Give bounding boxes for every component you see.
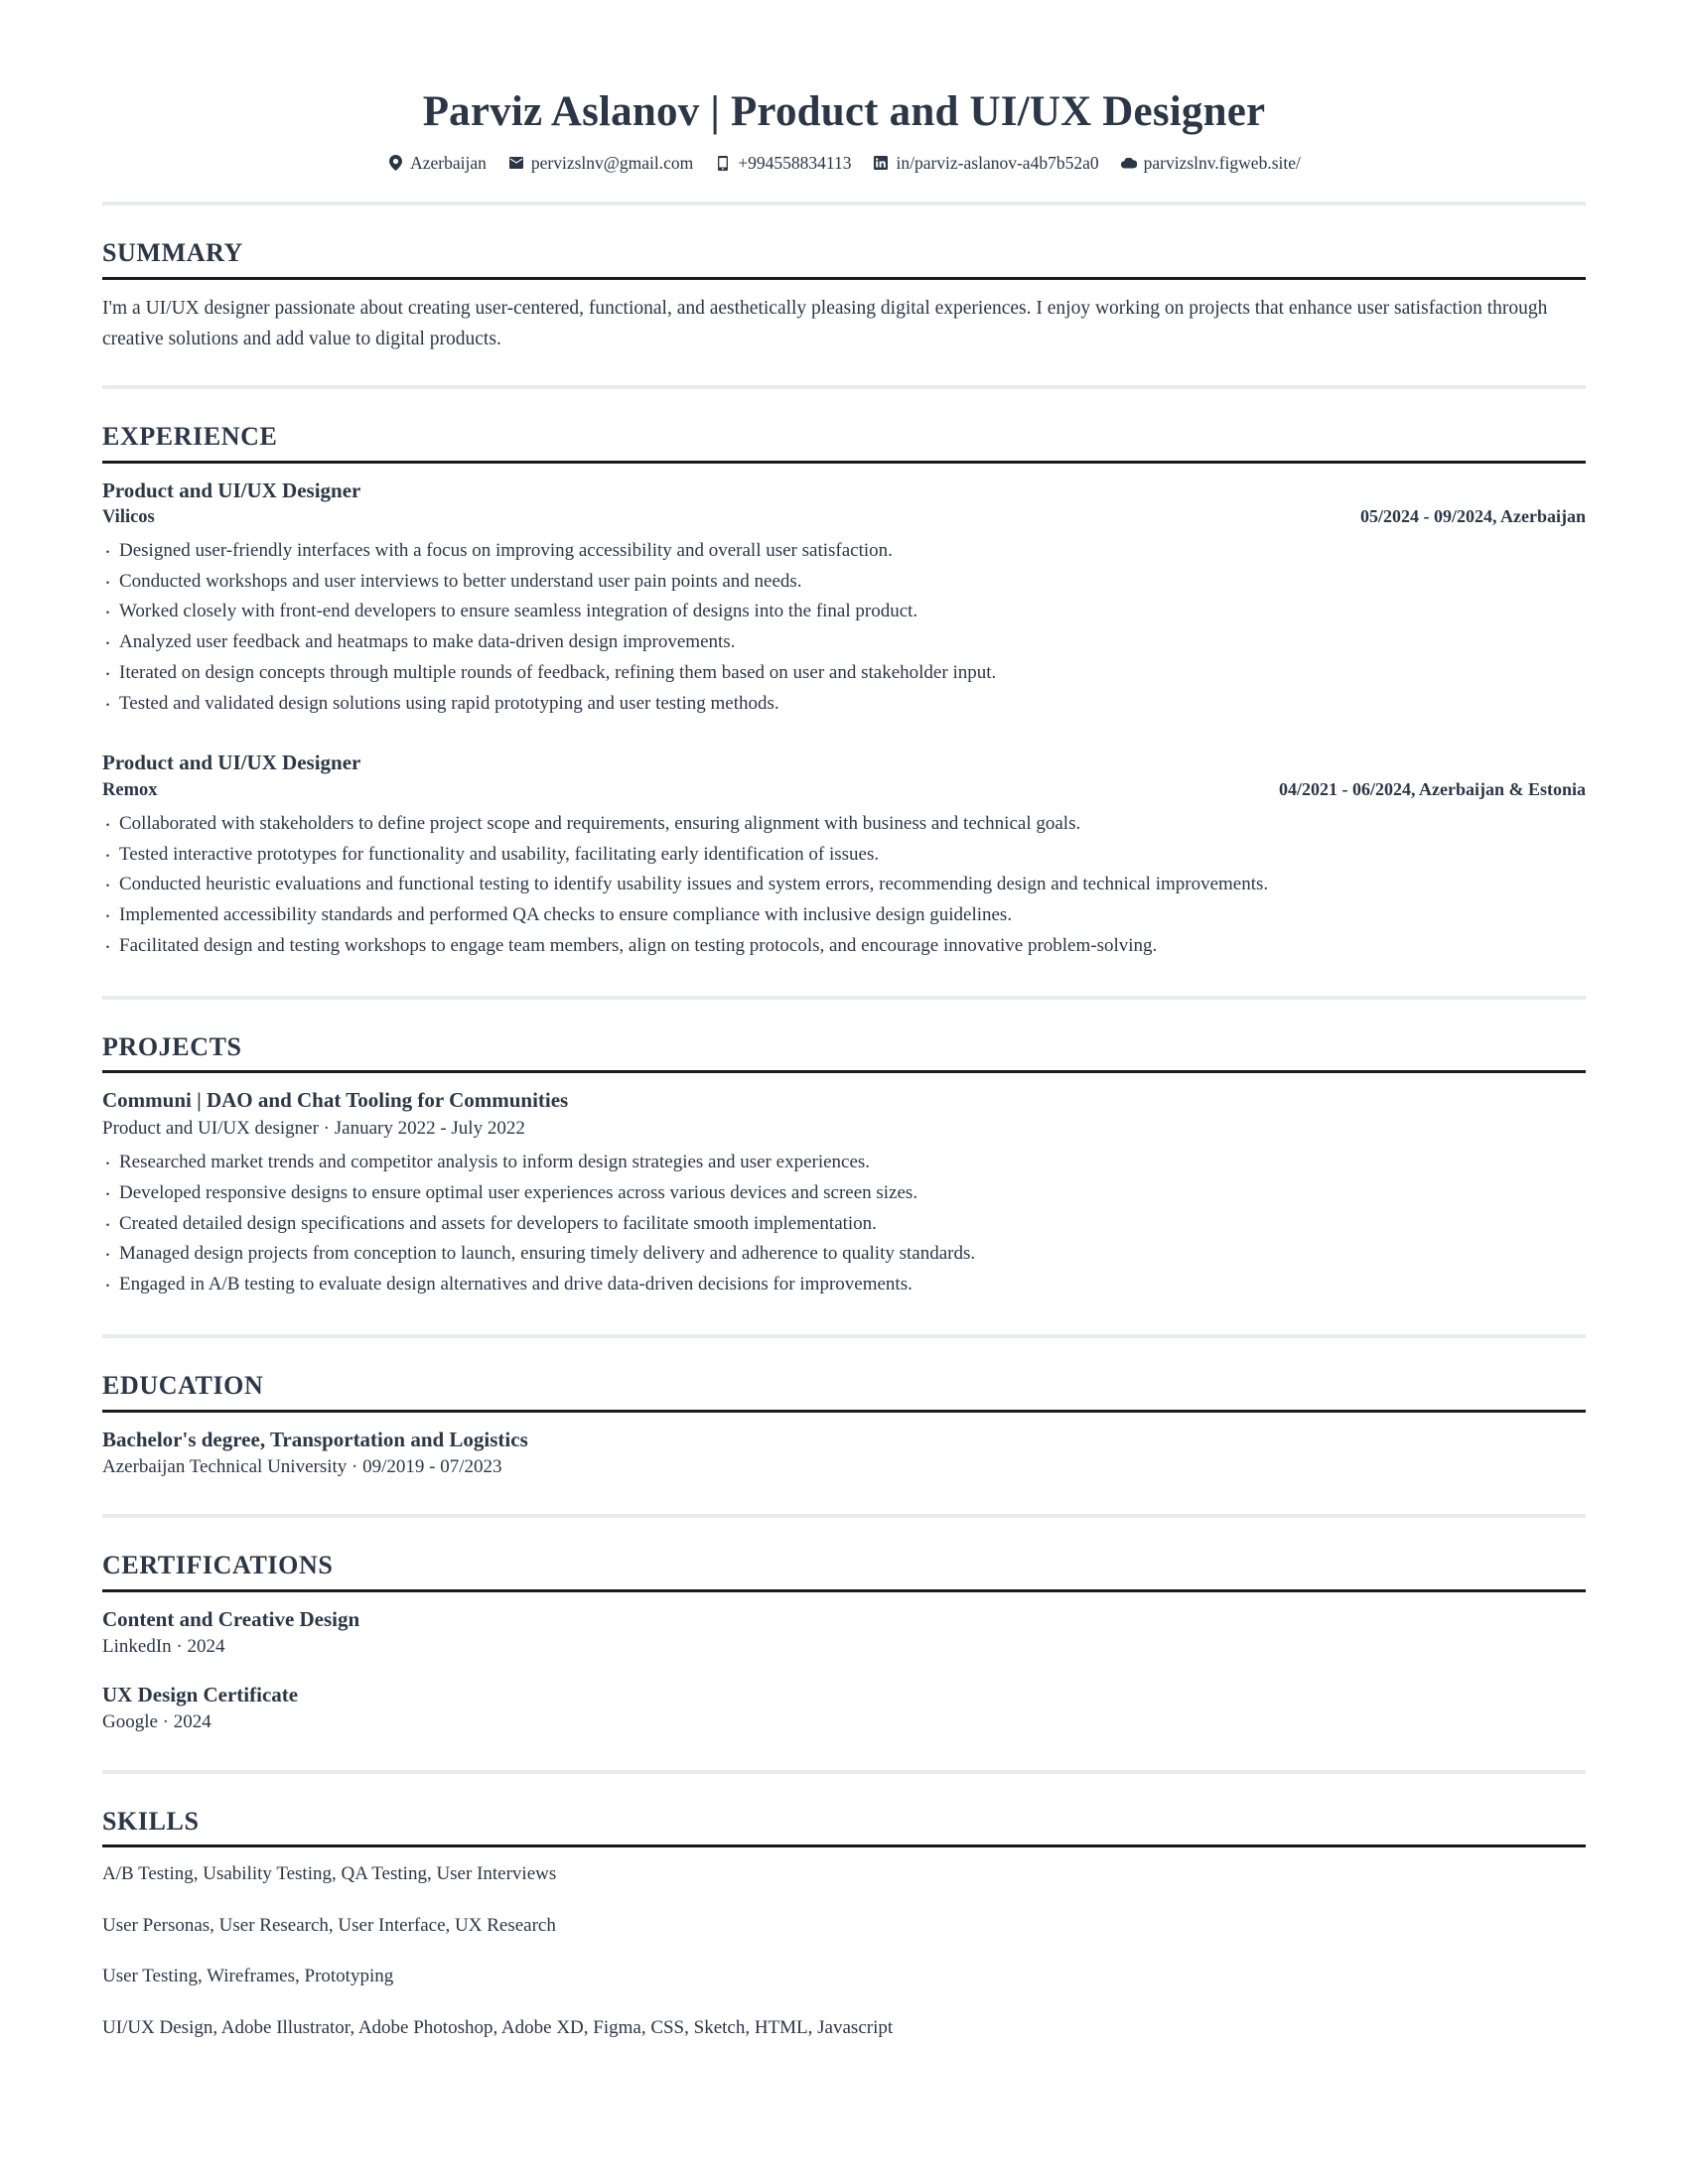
contact-email-text: pervizslnv@gmail.com — [530, 152, 694, 173]
section-rule — [102, 1070, 1586, 1073]
certification-entry — [102, 1681, 1586, 1736]
section-projects — [102, 1000, 1586, 1300]
experience-entry — [102, 749, 1586, 961]
section-heading-education: EDUCATION — [102, 1370, 264, 1400]
experience-org-row — [102, 504, 1586, 530]
contact-phone-text: +994558834113 — [738, 152, 852, 173]
project-entry — [102, 1086, 1586, 1300]
skill-group: User Personas, User Research, User Interface, UX Research — [102, 1914, 556, 1936]
summary-text: I'm a UI/UX designer passionate about creating user-centered, functional, and aesthetically pleasing digital experiences. I enjoy working on projects that enhance user satisfaction through creative solutions and add value to digital products. — [102, 297, 1548, 350]
certification-name: UX Design Certificate — [102, 1682, 299, 1706]
project-bullet-list — [102, 1148, 1586, 1300]
list-item: · Iterated on design concepts through multiple rounds of feedback, refining them based on user and stakeholder input. — [102, 658, 1586, 689]
contact-location — [387, 152, 487, 173]
list-item: · Developed responsive designs to ensure optimal user experiences across various devices and screen sizes. — [102, 1178, 1586, 1209]
section-heading-certifications: CERTIFICATIONS — [102, 1551, 334, 1580]
linkedin-icon — [873, 155, 889, 171]
email-icon — [508, 155, 524, 171]
page-title: Parviz Aslanov | Product and UI/UX Designer — [422, 88, 1266, 135]
entry-spacer — [102, 1665, 1586, 1681]
section-experience — [102, 389, 1586, 962]
certification-issuer-year: LinkedIn · 2024 — [102, 1636, 225, 1658]
section-spacer — [102, 1484, 1586, 1514]
contact-line — [102, 152, 1586, 173]
experience-job-title: Product and UI/UX Designer — [102, 751, 361, 775]
certification-name: Content and Creative Design — [102, 1607, 360, 1632]
certification-issuer-year: Google · 2024 — [102, 1711, 211, 1733]
section-spacer — [102, 355, 1586, 385]
experience-dates-location: 05/2024 - 09/2024, Azerbaijan — [1360, 505, 1586, 526]
section-rule — [102, 461, 1586, 464]
section-heading-skills: SKILLS — [102, 1806, 200, 1836]
section-heading-summary: SUMMARY — [102, 238, 243, 268]
education-degree: Bachelor's degree, Transportation and Logistics — [102, 1427, 528, 1451]
list-item: · Implemented accessibility standards and performed QA checks to ensure compliance with inclusive design guidelines. — [102, 900, 1586, 931]
experience-dates-location: 04/2021 - 06/2024, Azerbaijan & Estonia — [1279, 778, 1586, 799]
experience-bullet-list — [102, 536, 1586, 720]
section-rule — [102, 1410, 1586, 1413]
list-item: · Created detailed design specifications and assets for developers to facilitate smooth implementation. — [102, 1209, 1586, 1240]
section-spacer — [102, 1304, 1586, 1334]
list-item: · Worked closely with front-end developers to ensure seamless integration of designs into the final product. — [102, 597, 1586, 627]
skill-group: User Testing, Wireframes, Prototyping — [102, 1966, 394, 1987]
section-heading-projects: PROJECTS — [102, 1031, 242, 1061]
certification-entry — [102, 1605, 1586, 1661]
project-subtitle: Product and UI/UX designer · January 2022 - July 2022 — [102, 1117, 525, 1139]
list-item: · Researched market trends and competitor analysis to inform design strategies and user experiences. — [102, 1148, 1586, 1178]
skill-group: A/B Testing, Usability Testing, QA Testing, User Interviews — [102, 1863, 557, 1885]
list-item: · Conducted heuristic evaluations and functional testing to identify usability issues and system errors, recommending design and technical improvements. — [102, 870, 1586, 900]
website-icon — [1121, 155, 1137, 171]
list-item: · Designed user-friendly interfaces with a focus on improving accessibility and overall user satisfaction. — [102, 536, 1586, 567]
experience-company: Vilicos — [102, 506, 155, 527]
contact-website[interactable] — [1121, 152, 1301, 173]
list-item: · Facilitated design and testing workshops to engage team members, align on testing protocols, and encourage innovative problem-solving. — [102, 931, 1586, 962]
experience-org-row — [102, 777, 1586, 803]
experience-entry — [102, 477, 1586, 720]
section-spacer — [102, 966, 1586, 996]
location-pin-icon — [387, 155, 403, 171]
section-summary — [102, 205, 1586, 355]
education-school-dates: Azerbaijan Technical University · 09/2019 - 07/2023 — [102, 1455, 502, 1477]
list-item: · Tested interactive prototypes for functionality and usability, facilitating early identification of issues. — [102, 840, 1586, 871]
header-spacer — [102, 172, 1586, 202]
list-item: · Analyzed user feedback and heatmaps to make data-driven design improvements. — [102, 627, 1586, 658]
section-education — [102, 1338, 1586, 1480]
contact-website-text: parvizslnv.figweb.site/ — [1143, 152, 1301, 173]
list-item: · Tested and validated design solutions using rapid prototyping and user testing methods. — [102, 689, 1586, 720]
list-item: · Engaged in A/B testing to evaluate design alternatives and drive data-driven decisions for improvements. — [102, 1270, 1586, 1300]
list-item: · Managed design projects from conception to launch, ensuring timely delivery and adherence to quality standards. — [102, 1239, 1586, 1270]
contact-location-text: Azerbaijan — [410, 152, 487, 173]
entry-spacer — [102, 723, 1586, 749]
section-rule — [102, 1844, 1586, 1847]
skill-group: UI/UX Design, Adobe Illustrator, Adobe Photoshop, Adobe XD, Figma, CSS, Sketch, HTML, Javascript — [102, 2017, 894, 2039]
experience-bullet-list — [102, 809, 1586, 962]
section-rule — [102, 1589, 1586, 1592]
resume-header — [102, 0, 1586, 172]
contact-linkedin[interactable] — [873, 152, 1099, 173]
section-certifications — [102, 1518, 1586, 1735]
list-item: · Collaborated with stakeholders to define project scope and requirements, ensuring alignment with business and technical goals. — [102, 809, 1586, 840]
experience-job-title: Product and UI/UX Designer — [102, 478, 361, 502]
phone-icon — [715, 155, 731, 171]
section-skills — [102, 1774, 1586, 2042]
section-heading-experience: EXPERIENCE — [102, 421, 278, 451]
contact-phone[interactable] — [715, 152, 852, 173]
list-item: · Conducted workshops and user interviews to better understand user pain points and needs. — [102, 567, 1586, 598]
project-title: Communi | DAO and Chat Tooling for Communities — [102, 1088, 569, 1113]
education-entry — [102, 1426, 1586, 1481]
section-spacer — [102, 1740, 1586, 1770]
section-rule — [102, 277, 1586, 280]
experience-company: Remox — [102, 779, 158, 800]
contact-email[interactable] — [508, 152, 694, 173]
contact-linkedin-text: in/parviz-aslanov-a4b7b52a0 — [896, 152, 1099, 173]
